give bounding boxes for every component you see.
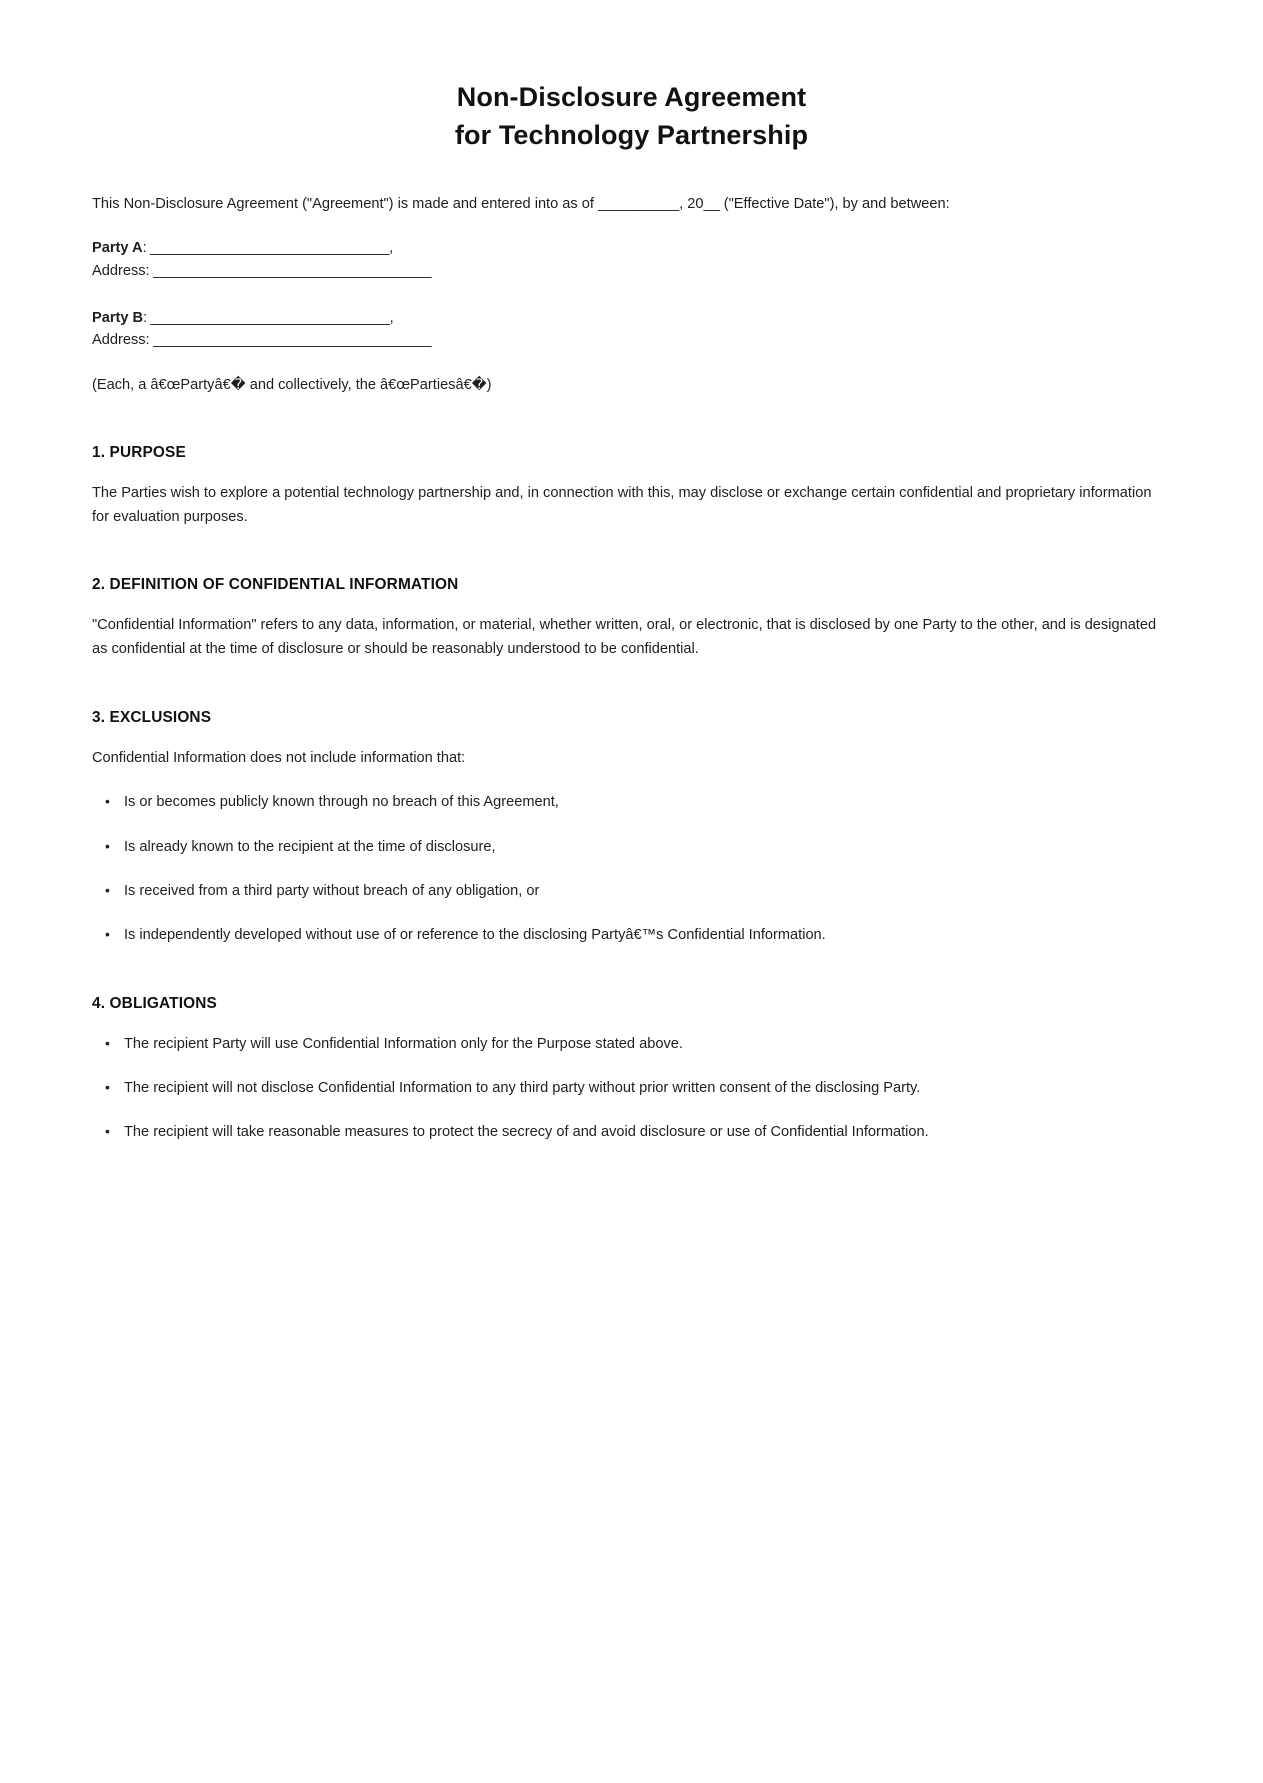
party-a-label: Party A — [92, 240, 143, 257]
party-a-rule: : _______________________________, — [142, 240, 393, 257]
section-heading: 3. EXCLUSIONS — [92, 708, 212, 726]
parties-definition-note: (Each, a â€œPartyâ€� and collectively, the â€œPartiesâ€�) — [92, 376, 492, 393]
section-paragraph: Confidential Information does not include information that: — [92, 749, 466, 766]
list-item: • Is or becomes publicly known through no breach of this Agreement, — [92, 791, 1171, 814]
section-bullet-list — [92, 1033, 1171, 1145]
party-a-line — [92, 237, 1171, 260]
party-b-label: Party B — [92, 309, 144, 326]
list-item: • The recipient will take reasonable measures to protect the secrecy of and avoid disclosure or use of Confidential Information. — [92, 1121, 1171, 1144]
party-spacer — [92, 291, 1171, 307]
party-b-block — [92, 307, 1171, 352]
section-paragraph: "Confidential Information" refers to any data, information, or material, whether written, oral, or electronic, that is disclosed by one Party to the other, and is designated as confidential at the time of disclosure or should be reasonably understood to be confidential. — [92, 617, 1157, 658]
party-b-address-rule: ____________________________________ — [149, 332, 432, 349]
document-section — [92, 708, 1171, 948]
party-a-block — [92, 237, 1171, 282]
section-heading: 2. DEFINITION OF CONFIDENTIAL INFORMATION — [92, 576, 459, 594]
section-heading: 4. OBLIGATIONS — [92, 994, 217, 1012]
party-a-address-line — [92, 260, 1171, 283]
list-item: • Is already known to the recipient at the time of disclosure, — [92, 836, 1171, 859]
intro-paragraph: This Non-Disclosure Agreement ("Agreement") is made and entered into as of __________, 20__ ("Effective Date"), by and between: — [92, 195, 950, 212]
page-title-line-1: Non-Disclosure Agreement — [456, 82, 807, 112]
list-item: • The recipient will not disclose Confidential Information to any third party without prior written consent of the disclosing Party. — [92, 1077, 1171, 1100]
document-section — [92, 575, 1171, 661]
section-bullet-list — [92, 791, 1171, 947]
section-heading: 1. PURPOSE — [92, 444, 186, 462]
page-whitespace — [0, 1148, 1263, 1783]
party-b-address-line — [92, 329, 1171, 352]
party-b-address-label: Address: — [92, 332, 150, 349]
party-b-rule: : _______________________________, — [143, 309, 394, 326]
document-section — [92, 994, 1171, 1145]
list-item: • Is received from a third party without breach of any obligation, or — [92, 880, 1171, 903]
document-section — [92, 443, 1171, 529]
page-title-line-2: for Technology Partnership — [454, 120, 809, 151]
page-title — [92, 78, 1171, 155]
party-b-line — [92, 307, 1171, 330]
list-item: • The recipient Party will use Confidential Information only for the Purpose stated above. — [92, 1033, 1171, 1056]
party-a-address-rule: ____________________________________ — [149, 262, 432, 279]
section-paragraph: The Parties wish to explore a potential technology partnership and, in connection with this, may disclose or exchange certain confidential and proprietary information for evaluation purposes. — [92, 485, 1152, 525]
list-item: • Is independently developed without use of or reference to the disclosing Partyâ€™s Confidential Information. — [92, 924, 1171, 947]
party-a-address-label: Address: — [92, 262, 150, 279]
